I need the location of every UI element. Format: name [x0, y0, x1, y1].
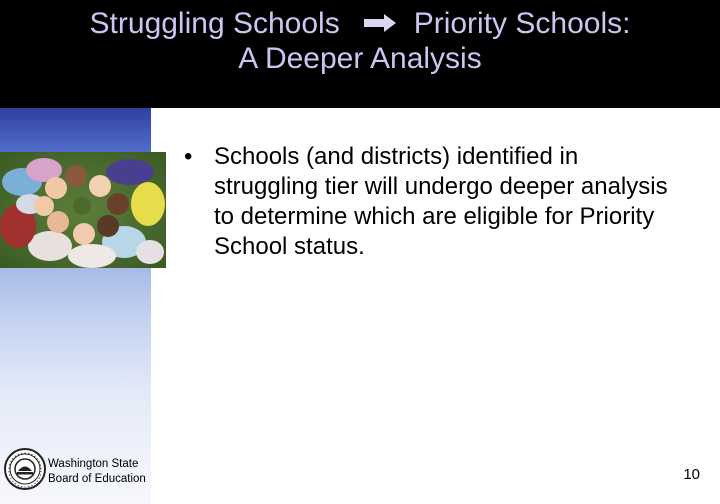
bullet-item — [184, 142, 684, 262]
state-seal-logo — [3, 447, 47, 491]
org-name-line-1: Washington State — [48, 458, 139, 470]
title-line-1 — [0, 6, 720, 41]
organization-name — [48, 457, 146, 486]
title-line-2: A Deeper Analysis — [238, 42, 482, 75]
title-bar — [0, 0, 720, 108]
org-name-line-2: Board of Education — [48, 472, 146, 485]
right-arrow-icon — [362, 7, 398, 41]
title-struggling-schools: Struggling Schools — [89, 7, 340, 41]
page-number: 10 — [683, 466, 700, 483]
bullet-list — [184, 142, 684, 262]
title-priority-schools: Priority Schools: — [413, 7, 631, 41]
bullet-text: Schools (and districts) identified in struggling tier will undergo deeper analysis to determine which are eligible for Priority School status. — [214, 143, 668, 260]
bullet-marker: • — [184, 143, 193, 170]
children-circle-photo — [0, 152, 166, 268]
